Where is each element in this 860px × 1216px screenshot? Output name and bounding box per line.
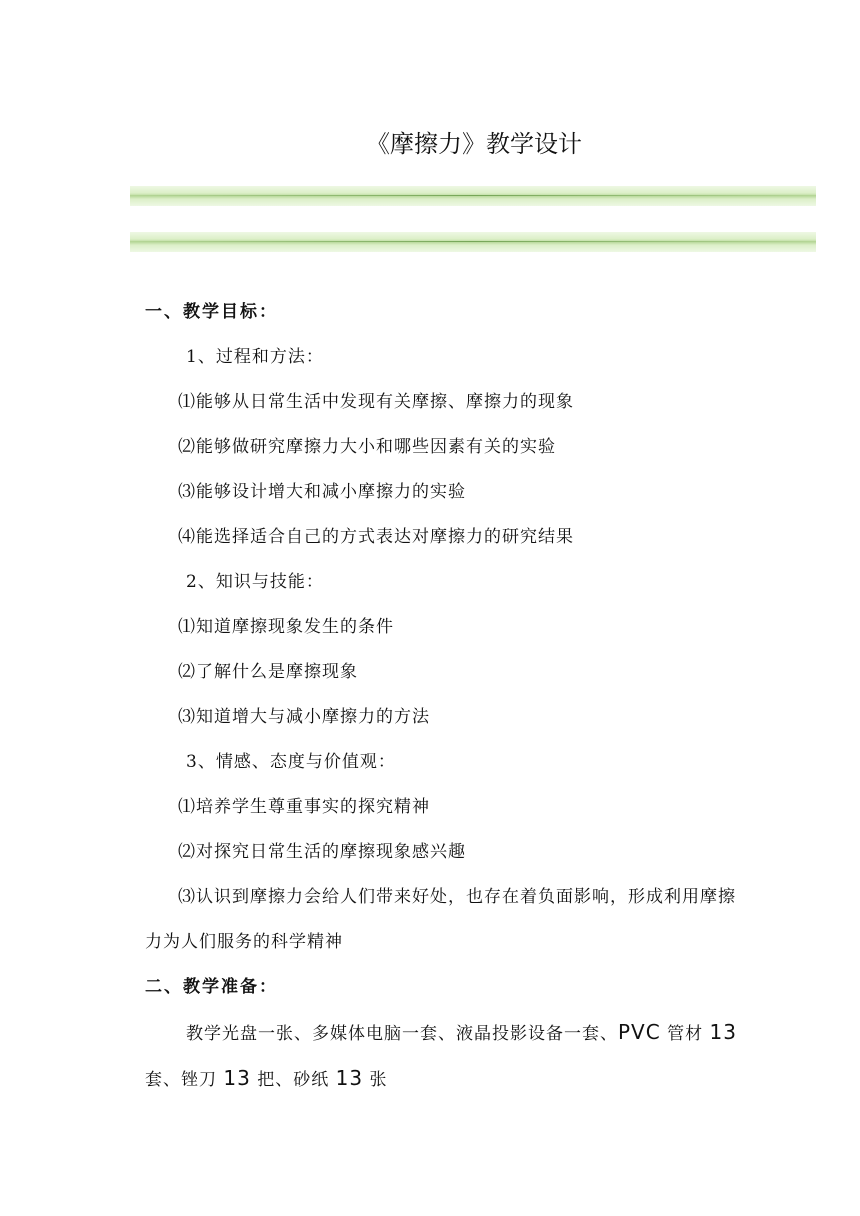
section-heading-prep: 二、教学准备： xyxy=(145,977,278,997)
prep-text: 把、砂纸 xyxy=(250,1070,336,1090)
prep-number: 13 xyxy=(335,1066,364,1090)
prep-number: 13 xyxy=(709,1020,737,1044)
document-title: 《摩擦力》教学设计 xyxy=(366,130,582,158)
subheading-knowledge: 2、知识与技能： xyxy=(186,572,324,592)
prep-text: PVC xyxy=(618,1020,661,1044)
list-item-continuation: 力为人们服务的科学精神 xyxy=(145,932,343,952)
prep-text: 张 xyxy=(363,1070,388,1090)
list-item: ⑶能够设计增大和减小摩擦力的实验 xyxy=(178,482,466,502)
list-item: ⑴能够从日常生活中发现有关摩擦、摩擦力的现象 xyxy=(178,392,574,412)
subheading-process: 1、过程和方法： xyxy=(186,347,324,367)
prep-text: 管材 xyxy=(660,1024,710,1044)
list-item: ⑷能选择适合自己的方式表达对摩擦力的研究结果 xyxy=(178,527,574,547)
list-item: ⑴知道摩擦现象发生的条件 xyxy=(178,617,394,637)
list-item: ⑵对探究日常生活的摩擦现象感兴趣 xyxy=(178,842,466,862)
decorative-divider-top xyxy=(130,186,816,206)
prep-paragraph-line-2 xyxy=(145,1066,388,1092)
decorative-divider-bottom xyxy=(130,232,816,252)
section-heading-goals: 一、教学目标： xyxy=(145,302,278,322)
list-item: ⑵了解什么是摩擦现象 xyxy=(178,662,358,682)
prep-text: 套、锉刀 xyxy=(145,1070,224,1090)
list-item: ⑵能够做研究摩擦力大小和哪些因素有关的实验 xyxy=(178,437,556,457)
list-item: ⑶知道增大与减小摩擦力的方法 xyxy=(178,707,430,727)
list-item: ⑴培养学生尊重事实的探究精神 xyxy=(178,797,430,817)
subheading-attitude: 3、情感、态度与价值观： xyxy=(186,752,396,772)
prep-paragraph-line-1 xyxy=(186,1020,737,1046)
prep-number: 13 xyxy=(223,1066,251,1090)
list-item: ⑶认识到摩擦力会给人们带来好处，也存在着负面影响，形成利用摩擦 xyxy=(178,887,736,907)
prep-text: 教学光盘一张、多媒体电脑一套、液晶投影设备一套、 xyxy=(186,1024,618,1044)
